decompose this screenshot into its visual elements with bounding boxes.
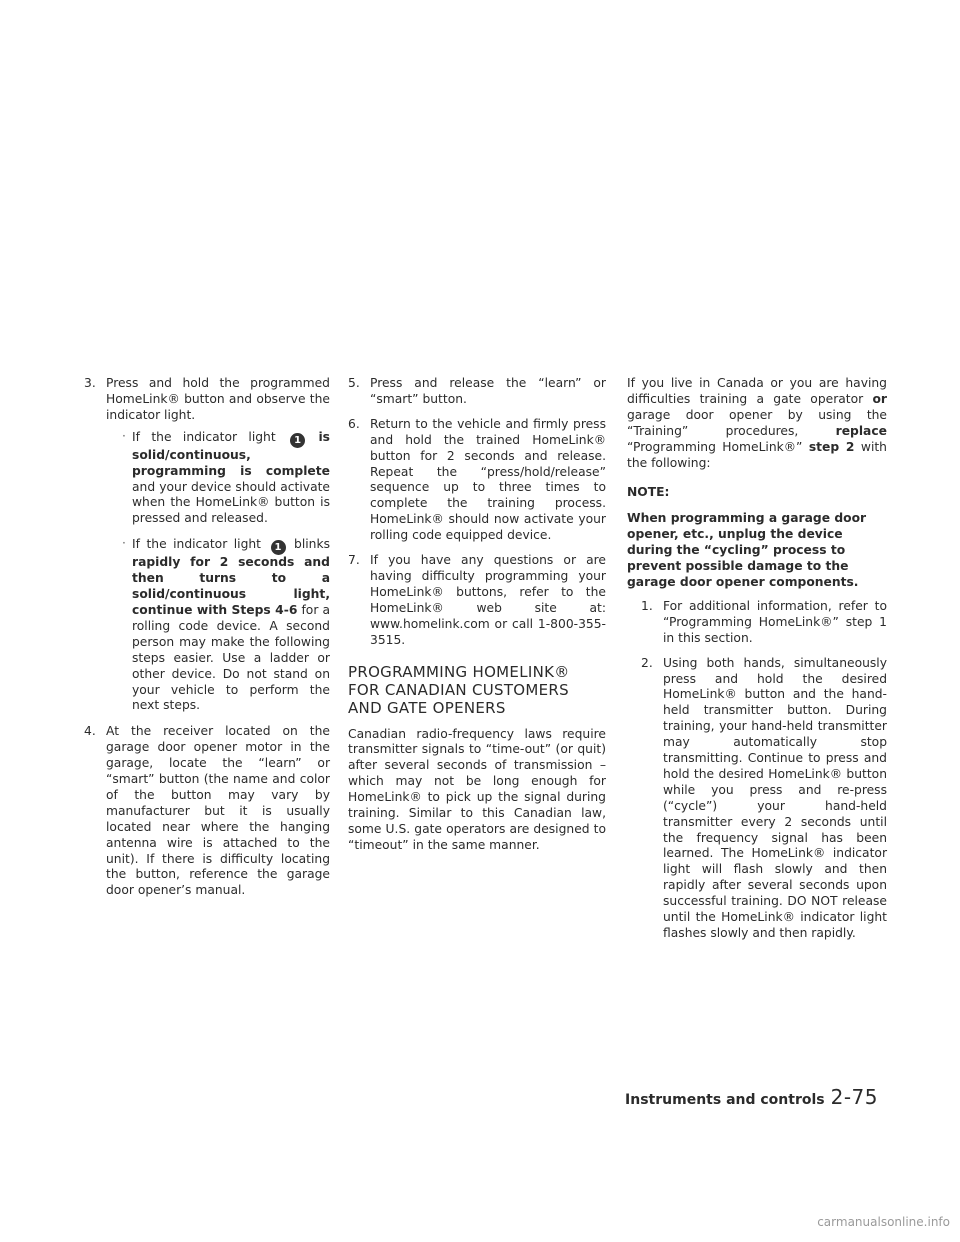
intro-text: “Programming HomeLink®” (627, 439, 803, 454)
step-text: Using both hands, simultaneously press and hold the desired HomeLink® button and the hand-held transmitter button. During training, your hand-held transmitter may automatically stop transmitting. Continue to press and hold the desired HomeLink® button while you press and re-press (“cycle”) your hand-held transmitter every 2 seconds until the frequency signal has been learned. The HomeLink® indicator light will flash slowly and then rapidly after several seconds upon successful training. DO NOT release until the HomeLink® indicator light flashes slowly and then rapidly. (663, 655, 887, 940)
step-4 (84, 724, 330, 899)
footer-section-title: Instruments and controls (625, 1092, 825, 1108)
step-number: 7. (348, 553, 360, 568)
step-number: 4. (84, 724, 96, 739)
intro-text: If you live in Canada or you are having difficulties training a gate operator (627, 376, 887, 406)
step-6 (348, 417, 606, 544)
step-number: 5. (348, 376, 360, 390)
column-right (627, 376, 887, 951)
step-text: For additional information, refer to “Programming HomeLink®” step 1 in this section. (663, 598, 887, 645)
step-text: Return to the vehicle and firmly press and hold the trained HomeLink® button for 2 seconds and release. Repeat the “press/hold/release” sequence up to three times to complete the training process. HomeLink® should now activate your rolling code equipped device. (370, 416, 606, 543)
intro-bold-step2: step 2 (808, 439, 855, 454)
intro-paragraph (627, 376, 887, 471)
intro-bold-replace: replace (835, 423, 887, 438)
step-text: If you have any questions or are having difficulty programming your HomeLink® buttons, refer to the HomeLink® web site at: www.homelink.com or call 1-800-355-3515. (370, 553, 606, 647)
section-heading: PROGRAMMING HOMELINK® FOR CANADIAN CUSTOMERS AND GATE OPENERS (348, 662, 570, 717)
step-text: At the receiver located on the garage door opener motor in the garage, locate the “learn” or “smart” button (the name and color of the button may vary by manufacturer but it is usually located near where the hanging antenna wire is attached to the unit). If there is difficulty locating the button, reference the garage door opener’s manual. (106, 724, 330, 898)
bullet-dot-icon: · (122, 536, 126, 551)
bullet-text: If the indicator light (132, 537, 262, 552)
canada-step-2 (641, 656, 887, 942)
bullet-bold-text: rapidly for 2 seconds and then turns to a solid/continuous light, continue with Steps 4-6 (132, 555, 330, 617)
bullet-dot-icon: · (122, 428, 126, 443)
page-number: 2-75 (830, 1085, 878, 1109)
bullet-blinking-light (106, 537, 330, 714)
bullet-text: blinks (294, 537, 330, 552)
bullet-bold-text: is solid/continuous, programming is complete (132, 429, 330, 478)
bullet-solid-light (106, 430, 330, 528)
step-number: 6. (348, 416, 360, 431)
step-number: 3. (84, 376, 96, 390)
note-label: NOTE: (627, 485, 670, 500)
step-7 (348, 553, 606, 648)
indicator-marker-1-icon: 1 (290, 433, 305, 448)
intro-bold-or: or (872, 391, 887, 406)
page-footer (625, 1085, 878, 1109)
intro-text: with the following: (627, 439, 887, 470)
canada-step-1 (641, 599, 887, 647)
intro-text: garage door opener by using the “Training” procedures, (627, 407, 887, 438)
step-text: Press and hold the programmed HomeLink® button and observe the indicator light. (106, 376, 330, 422)
step-number: 2. (641, 655, 653, 670)
column-left (84, 376, 330, 908)
bullet-text: and your device should activate when the HomeLink® button is pressed and released. (132, 479, 330, 526)
section-paragraph: Canadian radio-frequency laws require transmitter signals to “time-out” (or quit) after several seconds of transmission – which may not be long enough for HomeLink® to pick up the signal during training. Similar to this Canadian law, some U.S. gate operators are designed to “timeout” in the same manner. (348, 726, 606, 852)
indicator-marker-1-icon: 1 (271, 540, 286, 555)
note-body: When programming a garage door opener, etc., unplug the device during the “cycling” process to prevent possible damage to the garage door opener components. (627, 511, 867, 589)
bullet-text: If the indicator light (132, 429, 276, 444)
bullet-text: for a rolling code device. A second person may make the following steps easier. Use a ladder or other device. Do not stand on your vehicle to perform the next steps. (132, 602, 330, 713)
step-text: Press and release the “learn” or “smart” button. (370, 376, 606, 406)
watermark: carmanualsonline.info (817, 1215, 950, 1229)
step-3 (84, 376, 330, 714)
step-5 (348, 376, 606, 408)
step-number: 1. (641, 598, 653, 613)
column-middle (348, 376, 606, 854)
